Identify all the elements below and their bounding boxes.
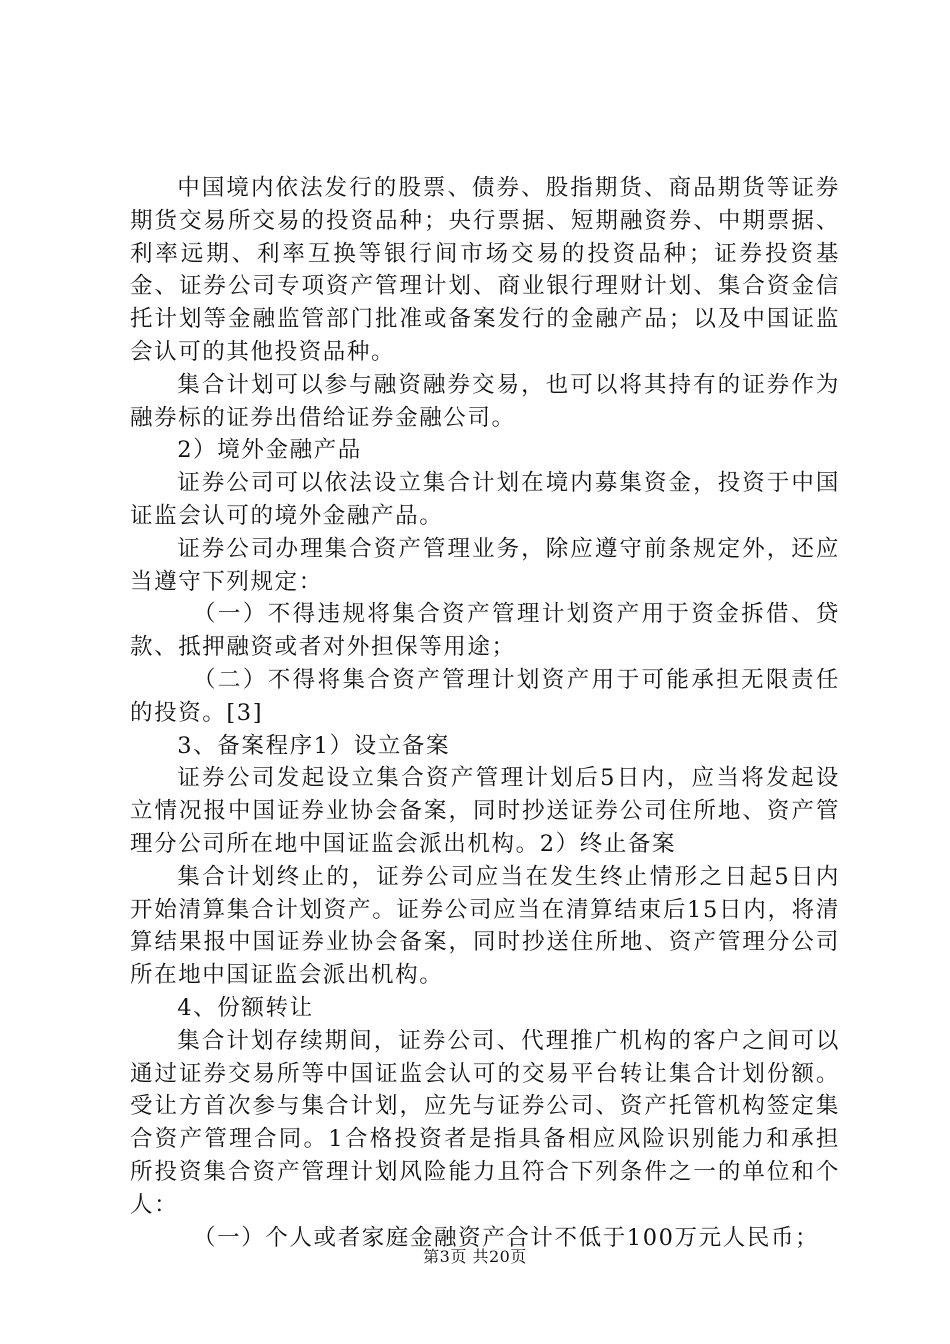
paragraph-margin-trading: 集合计划可以参与融资融券交易，也可以将其持有的证券作为融券标的证券出借给证券金融公司。: [130, 371, 840, 431]
paragraph-overseas-products: 证券公司可以依法设立集合计划在境内募集资金，投资于中国证监会认可的境外金融产品。: [130, 470, 840, 529]
paragraph-business-rules: 证券公司办理集合资产管理业务，除应遵守前条规定外，还应当遵守下列规定：: [130, 535, 840, 595]
heading-filing-procedure: 3、备案程序1）设立备案: [177, 732, 451, 759]
list-item-rule-2: （二）不得将集合资产管理计划资产用于可能承担无限责任的投资。[3]: [130, 666, 840, 726]
paragraph-termination-filing: 集合计划终止的，证券公司应当在发生终止情形之日起5日内开始清算集合计划资产。证券公司应当在清算结束后15日内，将清算结果报中国证券业协会备案，同时抄送住所地、资产管理分公司所在地中国证监会派出机构。: [130, 863, 840, 989]
paragraph-share-transfer: 集合计划存续期间，证券公司、代理推广机构的客户之间可以通过证券交易所等中国证监会认可的交易平台转让集合计划份额。受让方首次参与集合计划，应先与证券公司、资产托管机构签定集合资产管理合同。1合格投资者是指具备相应风险识别能力和承担所投资集合资产管理计划风险能力且符合下列条件之一的单位和个人：: [130, 1027, 840, 1218]
list-item-rule-1: （一）不得违规将集合资产管理计划资产用于资金拆借、贷款、抵押融资或者对外担保等用途；: [130, 601, 840, 661]
document-body: [130, 172, 840, 1254]
paragraph-investment-scope: 中国境内依法发行的股票、债券、股指期货、商品期货等证券期货交易所交易的投资品种；央行票据、短期融资券、中期票据、利率远期、利率互换等银行间市场交易的投资品种；证券投资基金、证券公司专项资产管理计划、商业银行理财计划、集合资金信托计划等金融监管部门批准或备案发行的金融产品；以及中国证监会认可的其他投资品种。: [130, 175, 840, 365]
page-number-footer: 第3页 共20页: [423, 1247, 527, 1266]
list-item-investor-condition-1: （一）个人或者家庭金融资产合计不低于100万元人民币；: [193, 1224, 820, 1251]
heading-share-transfer: 4、份额转让: [177, 994, 314, 1021]
heading-overseas-products: 2）境外金融产品: [177, 437, 362, 464]
paragraph-setup-filing: 证券公司发起设立集合资产管理计划后5日内，应当将发起设立情况报中国证券业协会备案，同时抄送证券公司住所地、资产管理分公司所在地中国证监会派出机构。2）终止备案: [130, 765, 840, 857]
